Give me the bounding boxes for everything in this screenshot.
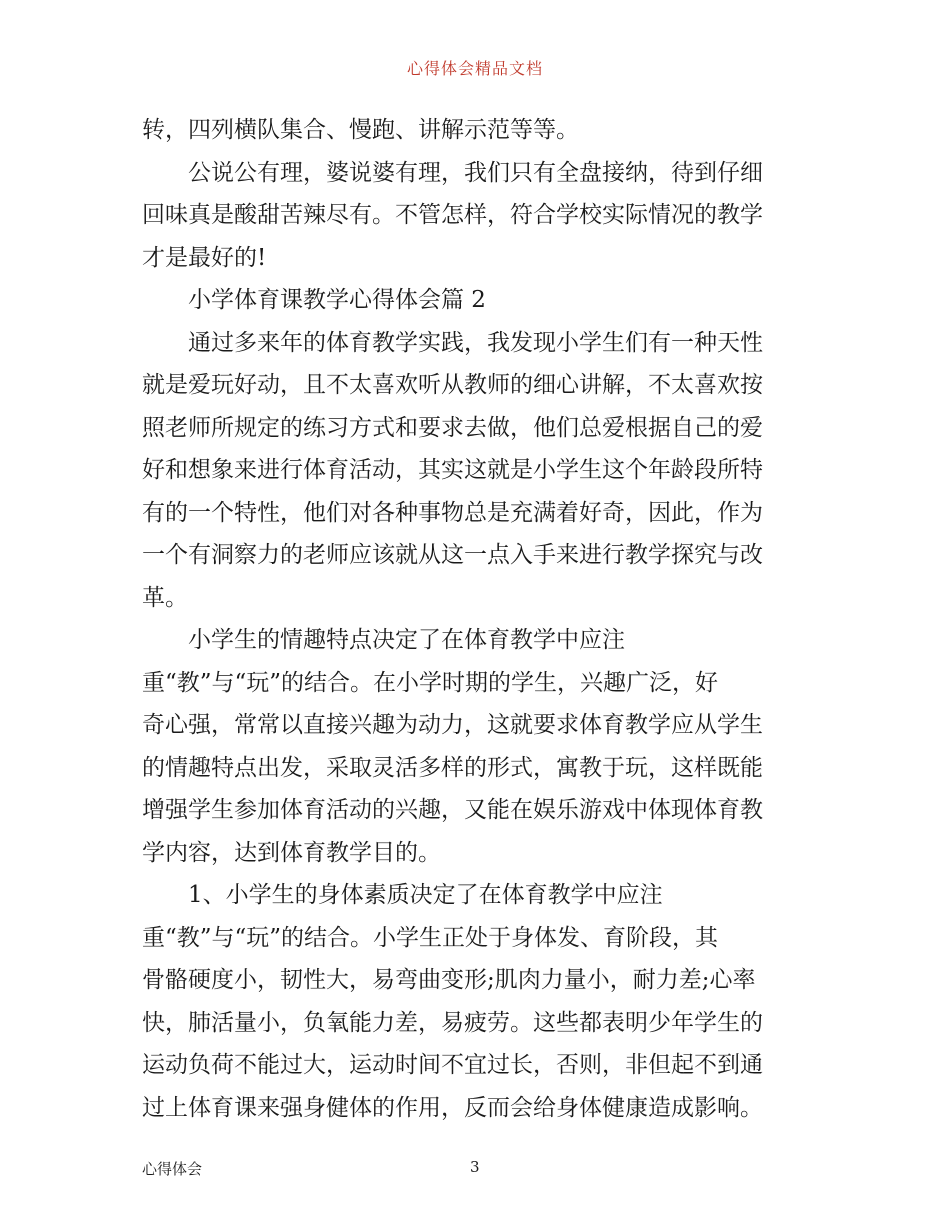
body-line: 增强学生参加体育活动的兴趣，又能在娱乐游戏中体现体育教 <box>142 797 763 823</box>
body-line: 的情趣特点出发，采取灵活多样的形式，寓教于玩，这样既能 <box>142 754 763 781</box>
body-line: 回味真是酸甜苦辣尽有。不管怎样，符合学校实际情况的教学 <box>142 202 763 228</box>
section-heading: 小学体育课教学心得体会篇 2 <box>188 287 486 313</box>
document-body <box>142 109 814 1129</box>
body-line: 奇心强，常常以直接兴趣为动力，这就要求体育教学应从学生 <box>142 712 763 738</box>
footer-label: 心得体会 <box>142 1160 203 1178</box>
body-line: 学内容，达到体育教学目的。 <box>142 839 441 866</box>
body-line: 1、小学生的身体素质决定了在体育教学中应注 <box>188 882 663 908</box>
body-line: 就是爱玩好动，且不太喜欢听从教师的细心讲解，不太喜欢按 <box>142 372 763 398</box>
body-line: 重“教”与“玩”的结合。在小学时期的学生，兴趣广泛，好 <box>142 669 719 696</box>
body-line: 才是最好的! <box>142 244 267 271</box>
body-line: 运动负荷不能过大，运动时间不宜过长，否则，非但起不到通 <box>142 1052 763 1078</box>
body-line: 转，四列横队集合、慢跑、讲解示范等等。 <box>142 117 579 143</box>
body-line: 过上体育课来强身健体的作用，反而会给身体健康造成影响。 <box>142 1094 763 1121</box>
body-line: 重“教”与“玩”的结合。小学生正处于身体发、育阶段，其 <box>142 924 719 951</box>
body-line: 革。 <box>142 584 188 611</box>
body-line: 照老师所规定的练习方式和要求去做，他们总爱根据自己的爱 <box>142 414 763 441</box>
body-line: 有的一个特性，他们对各种事物总是充满着好奇，因此，作为 <box>142 499 763 526</box>
document-header-title: 心得体会精品文档 <box>406 59 543 78</box>
body-line: 好和想象来进行体育活动，其实这就是小学生这个年龄段所特 <box>142 457 763 483</box>
page-number: 3 <box>470 1158 480 1176</box>
body-line: 通过多来年的体育教学实践，我发现小学生们有一种天性 <box>188 329 763 356</box>
body-line: 快，肺活量小，负氧能力差，易疲劳。这些都表明少年学生的 <box>142 1009 763 1036</box>
body-line: 骨骼硬度小，韧性大，易弯曲变形;肌肉力量小，耐力差;心率 <box>142 967 756 993</box>
body-line: 一个有洞察力的老师应该就从这一点入手来进行教学探究与改 <box>142 542 763 568</box>
body-line: 小学生的情趣特点决定了在体育教学中应注 <box>188 627 625 653</box>
body-line: 公说公有理，婆说婆有理，我们只有全盘接纳，待到仔细 <box>188 159 763 186</box>
